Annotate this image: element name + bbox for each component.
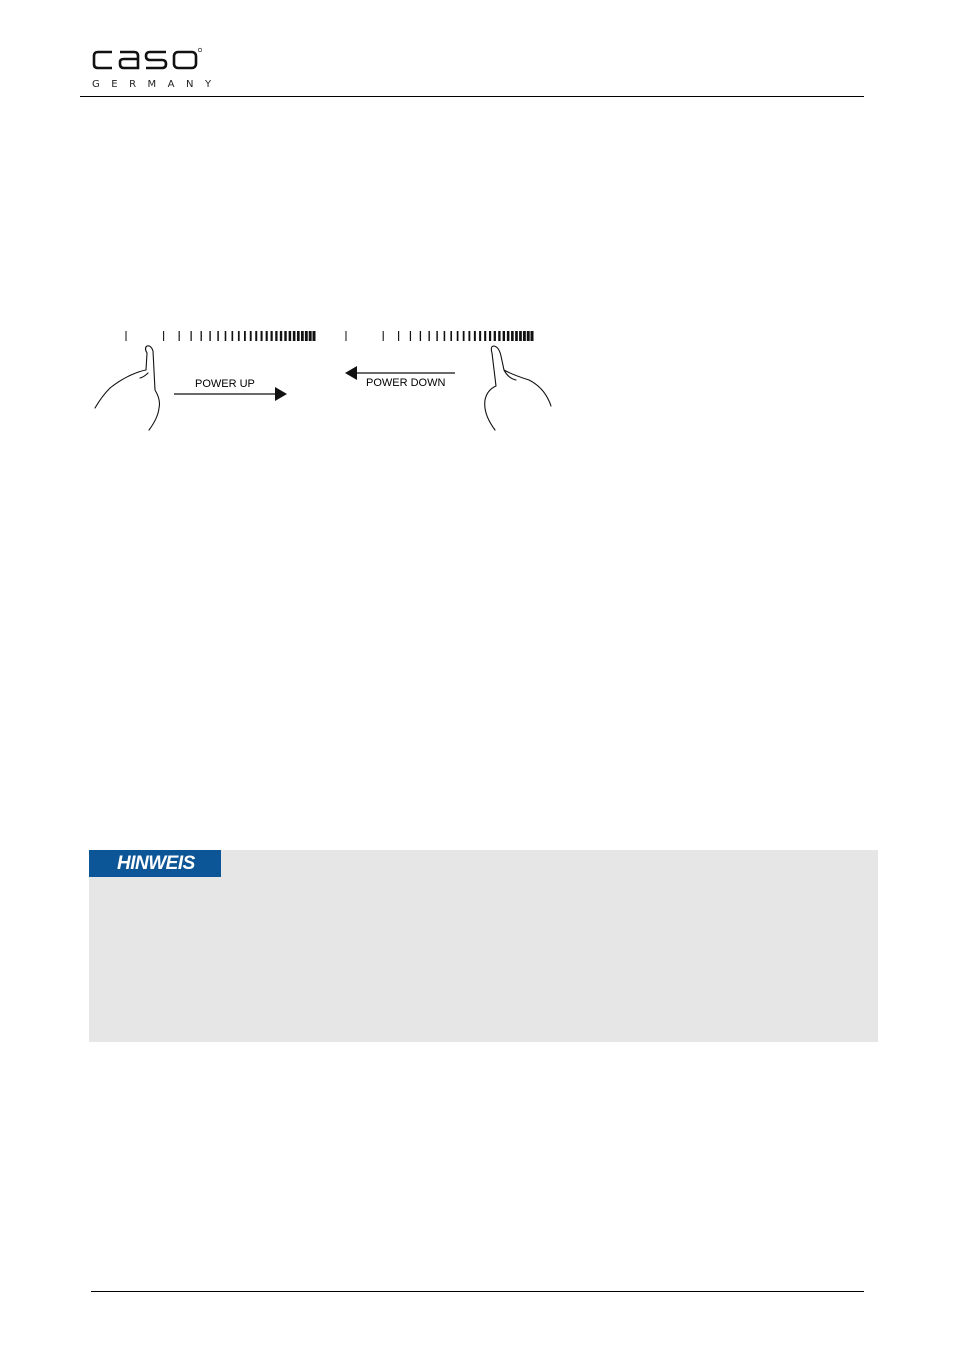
scale-tick — [280, 331, 282, 341]
scale-tick — [420, 331, 421, 341]
power-scale-right — [346, 331, 534, 341]
scale-tick — [519, 331, 522, 341]
scale-tick — [309, 331, 312, 341]
scale-tick — [398, 331, 399, 341]
scale-tick — [484, 331, 486, 341]
scale-tick — [297, 331, 300, 341]
power-down-label: POWER DOWN — [366, 377, 446, 389]
scale-tick — [232, 331, 234, 341]
scale-tick — [410, 331, 411, 341]
scale-tick — [255, 331, 257, 341]
scale-tick — [179, 331, 180, 341]
scale-tick — [515, 331, 518, 341]
scale-tick — [531, 331, 534, 341]
brand-subtitle: GERMANY — [92, 79, 223, 90]
scale-tick — [511, 331, 514, 341]
scale-tick — [523, 331, 526, 341]
scale-tick — [238, 331, 240, 341]
scale-tick — [494, 331, 496, 341]
scale-tick — [266, 331, 268, 341]
scale-tick — [305, 331, 308, 341]
scale-tick — [474, 331, 476, 341]
hand-pointer-icon — [485, 346, 551, 430]
scale-tick — [261, 331, 263, 341]
brand-logo — [80, 34, 223, 98]
footer-divider — [91, 1291, 864, 1292]
scale-tick — [293, 331, 296, 341]
power-scale-left — [126, 331, 316, 341]
scale-tick — [428, 331, 429, 341]
header-divider — [80, 96, 864, 97]
scale-tick — [450, 331, 452, 341]
scale-tick — [503, 331, 505, 341]
scale-tick — [463, 331, 465, 341]
power-up-label: POWER UP — [195, 378, 255, 390]
scale-tick — [527, 331, 530, 341]
scale-tick — [436, 331, 437, 341]
slider-figure — [85, 320, 565, 440]
scale-tick — [201, 331, 202, 341]
slider-illustration — [85, 320, 565, 440]
scale-tick — [489, 331, 491, 341]
scale-tick — [250, 331, 252, 341]
note-badge: HINWEIS — [89, 850, 221, 877]
scale-tick — [284, 331, 286, 341]
scale-tick — [457, 331, 459, 341]
scale-tick — [217, 331, 218, 341]
scale-tick — [346, 331, 347, 341]
scale-tick — [275, 331, 277, 341]
scale-tick — [444, 331, 446, 341]
caso-wordmark-icon — [90, 46, 202, 74]
scale-tick — [163, 331, 164, 341]
scale-tick — [301, 331, 304, 341]
scale-tick — [507, 331, 510, 341]
scale-tick — [209, 331, 210, 341]
scale-tick — [468, 331, 470, 341]
scale-tick — [383, 331, 384, 341]
scale-tick — [479, 331, 481, 341]
scale-tick — [126, 331, 127, 341]
scale-tick — [289, 331, 292, 341]
scale-tick — [225, 331, 227, 341]
scale-tick — [498, 331, 500, 341]
scale-tick — [313, 331, 316, 341]
scale-tick — [271, 331, 273, 341]
scale-tick — [191, 331, 192, 341]
hand-pointer-icon — [95, 346, 160, 430]
note-box — [89, 850, 878, 1042]
scale-tick — [244, 331, 246, 341]
